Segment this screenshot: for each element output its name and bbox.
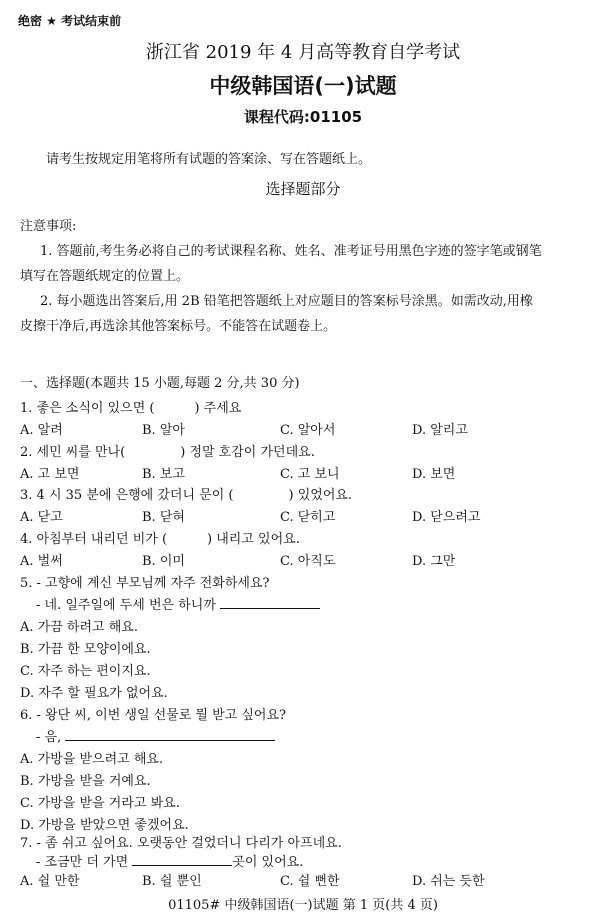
course-code: 课程代码:01105: [243, 108, 363, 126]
exam-title: 浙江省 2019 年 4 月高等教育自学考试: [145, 42, 461, 63]
notice-item-1-line-2: 填写在答题纸规定的位置上。: [20, 269, 190, 284]
q1-option-c: C. 알아서: [280, 423, 336, 438]
question-3-text-a: 3. 4 시 35 분에 은행에 갔더니 문이 (: [20, 488, 234, 503]
q7-option-c: C. 쉴 뻔한: [280, 874, 340, 889]
q5-option-d: D. 자주 할 필요가 없어요.: [20, 686, 168, 701]
question-7-line-1: 7. - 좀 쉬고 싶어요. 오랫동안 걸었더니 다리가 아프네요.: [20, 836, 342, 851]
question-7-prompt-b: 곳이 있어요.: [232, 855, 304, 870]
q7-option-d: D. 쉬는 듯한: [412, 874, 485, 889]
question-6-line-1: 6. - 왕단 씨, 이번 생일 선물로 뭘 받고 싶어요?: [20, 708, 287, 723]
q7-option-a: A. 쉴 만한: [20, 874, 80, 889]
secret-label: 绝密 ★ 考试结束前: [18, 14, 122, 28]
answer-blank: [220, 596, 320, 609]
q2-option-a: A. 고 보면: [20, 467, 80, 482]
question-1-text-a: 1. 좋은 소식이 있으면 (: [20, 401, 155, 416]
question-4-text-b: ) 내리고 있어요.: [207, 532, 300, 547]
q1-option-b: B. 알아: [142, 423, 185, 438]
q3-option-a: A. 닫고: [20, 510, 63, 525]
q7-option-b: B. 쉴 뿐인: [142, 874, 202, 889]
q4-option-d: D. 그만: [412, 554, 456, 569]
question-4-text-a: 4. 아침부터 내리던 비가 (: [20, 532, 168, 547]
question-5-line-1: 5. - 고향에 계신 부모님께 자주 전화하세요?: [20, 576, 270, 591]
q6-option-a: A. 가방을 받으려고 해요.: [20, 752, 164, 767]
question-5-line-2: [36, 594, 320, 613]
question-6-line-2: [36, 726, 275, 745]
q5-option-a: A. 가끔 하려고 해요.: [20, 620, 138, 635]
question-6-prompt: - 음,: [36, 730, 62, 745]
q4-option-c: C. 아직도: [280, 554, 336, 569]
answer-instruction: 请考生按规定用笔将所有试题的答案涂、写在答题纸上。: [46, 152, 372, 167]
question-2-text-a: 2. 세민 씨를 만나(: [20, 445, 126, 460]
q5-option-b: B. 가끔 한 모양이에요.: [20, 642, 151, 657]
q6-option-b: B. 가방을 받을 거예요.: [20, 774, 151, 789]
q2-option-c: C. 고 보니: [280, 467, 340, 482]
q1-option-d: D. 알리고: [412, 423, 468, 438]
q4-option-a: A. 벌써: [20, 554, 63, 569]
question-3-text-b: ) 있었어요.: [288, 488, 353, 503]
q6-option-c: C. 가방을 받을 거라고 봐요.: [20, 796, 180, 811]
answer-blank: [65, 728, 275, 741]
question-7-line-2: [36, 851, 303, 870]
q1-option-a: A. 알려: [20, 423, 63, 438]
notice-item-2-line-1: 2. 每小题选出答案后,用 2B 铅笔把答题纸上对应题目的答案标号涂黑。如需改动,用橡: [40, 294, 533, 309]
notice-heading: 注意事项:: [20, 219, 77, 234]
question-2: [20, 441, 315, 460]
q3-option-b: B. 닫혀: [142, 510, 185, 525]
q2-option-d: D. 보면: [412, 467, 456, 482]
notice-item-1-line-1: 1. 答题前,考生务必将自己的考试课程名称、姓名、准考证号用黑色字迹的签字笔或钢笔: [40, 244, 542, 259]
paper-title: 中级韩国语(一)试题: [209, 74, 397, 98]
notice-item-2-line-2: 皮擦干净后,再选涂其他答案标号。不能答在试题卷上。: [20, 319, 337, 334]
section-title: 选择题部分: [265, 180, 341, 198]
q3-option-d: D. 닫으려고: [412, 510, 481, 525]
q2-option-b: B. 보고: [142, 467, 185, 482]
question-1: [20, 397, 241, 416]
page-footer: 01105# 中级韩国语(一)试题 第 1 页(共 4 页): [168, 898, 438, 913]
q3-option-c: C. 닫히고: [280, 510, 336, 525]
question-2-text-b: ) 정말 호감이 가던데요.: [180, 445, 315, 460]
question-7-prompt-a: - 조금만 더 가면: [36, 855, 129, 870]
question-5-prompt: - 네. 일주일에 두세 번은 하니까: [36, 598, 216, 613]
question-1-text-b: ) 주세요: [194, 401, 242, 416]
question-3: [20, 484, 352, 503]
question-4: [20, 528, 300, 547]
q5-option-c: C. 자주 하는 편이지요.: [20, 664, 151, 679]
q6-option-d: D. 가방을 받았으면 좋겠어요.: [20, 818, 189, 833]
answer-blank: [132, 853, 232, 866]
q4-option-b: B. 이미: [142, 554, 185, 569]
part1-heading: 一、选择题(本题共 15 小题,每题 2 分,共 30 分): [20, 376, 300, 391]
